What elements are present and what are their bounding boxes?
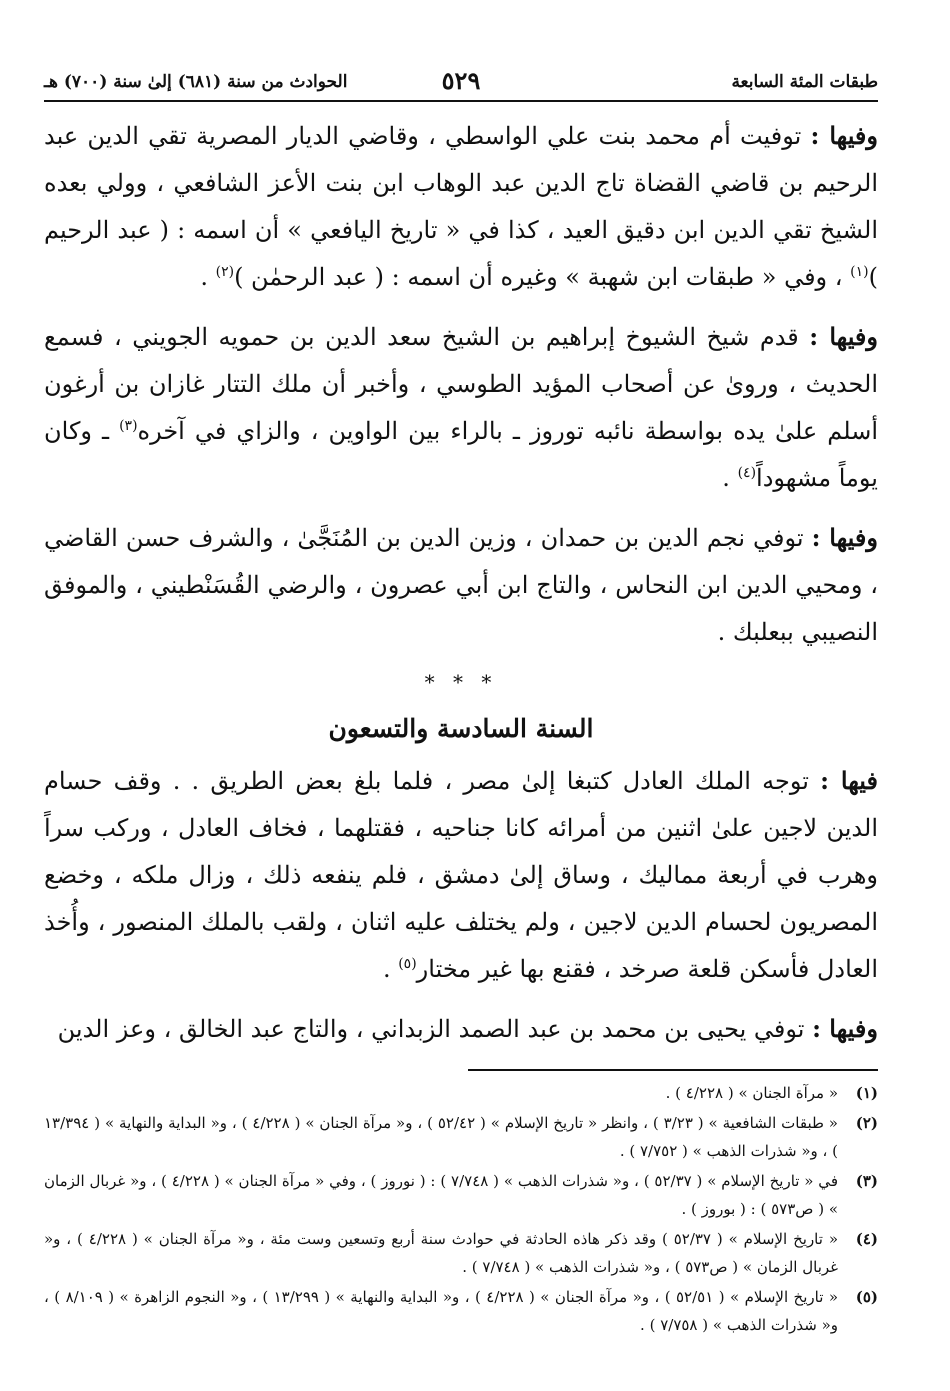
footnote-text: « تاريخ الإسلام » ( ٥٢/٥١ ) ، و« مرآة الجنان » ( ٤/٢٢٨ ) ، و« البداية والنهاية » ( ١٣/٢٩٩ ) ، و« النجوم الزاهرة » ( ٨/١٠٩ ) ، و« شذرات الذهب » ( ٧/٧٥٨ ) . — [44, 1288, 839, 1334]
footnote — [44, 1225, 878, 1281]
footnote-number: (٥) — [855, 1288, 878, 1306]
paragraph-text: ـ وكان يوماً مشهوداً — [44, 417, 878, 492]
paragraph-text: توفي يحيى بن محمد بن عبد الصمد الزبداني ، والتاج عبد الخالق ، وعز الدين — [57, 1015, 813, 1043]
paragraph — [44, 112, 878, 301]
footnote-reference: (٤) — [737, 465, 757, 481]
page-number: ٥٢٩ — [441, 66, 481, 95]
paragraph-text: توفيت أم محمد بنت علي الواسطي ، وقاضي الديار المصرية تقي الدين عبد الرحيم بن قاضي القضاة تاج الدين عبد الوهاب ابن بنت الأعز الشافعي ، وولي بعده الشيخ تقي الدين ابن دقيق العيد ، كذا في « تاريخ اليافعي » أن اسمه : ( عبد الرحيم ) — [44, 122, 878, 291]
book-page — [44, 60, 878, 1341]
paragraph-group-2 — [44, 757, 878, 1053]
footnotes — [44, 1079, 878, 1339]
paragraph-text: ، وفي « طبقات ابن شهبة » وغيره أن اسمه : ( عبد الرحمٰن ) — [234, 263, 851, 291]
paragraph-text: . — [382, 955, 399, 983]
paragraph-lead: وفيها : — [809, 322, 878, 351]
running-head — [44, 60, 878, 102]
section-title: السنة السادسة والتسعون — [328, 714, 594, 743]
paragraph-text: توجه الملك العادل كتبغا إلىٰ مصر ، فلما بلغ بعض الطريق . . وقف حسام الدين لاجين علىٰ اثنين من أمرائه كانا جناحيه ، فقتلهما ، فخاف العادل ، وركب سراً وهرب في أربعة مماليك ، وساق إلىٰ دمشق ، فلم ينفعه ذلك ، وزال ملكه ، وخضع المصريون لحسام الدين لاجين ، ولم يختلف عليه اثنان ، ولقب بالملك المنصور ، وأُخذ العادل فأسكن قلعة صرخد ، فقنع بها غير مختار — [44, 767, 878, 983]
footnote — [44, 1283, 878, 1339]
footnote-reference: (٢) — [215, 264, 235, 280]
paragraph-lead: وفيها : — [810, 121, 878, 150]
footnote-number: (٣) — [855, 1172, 878, 1190]
paragraph-text: قدم شيخ الشيوخ إبراهيم بن الشيخ سعد الدين بن حمويه الجويني ، فسمع الحديث ، وروىٰ عن أصحاب المؤيد الطوسي ، وأخبر أن ملك التتار غازان بن أرغون أسلم علىٰ يده بواسطة نائبه توروز ـ بالراء بين الواوين ، والزاي في آخره — [44, 323, 878, 445]
paragraph-lead: وفيها : — [811, 523, 878, 552]
main-text — [44, 112, 878, 1053]
footnote-number: (٢) — [855, 1114, 878, 1132]
footnote-number: (١) — [855, 1084, 878, 1102]
paragraph — [44, 514, 878, 656]
footnote-text: في « تاريخ الإسلام » ( ٥٢/٣٧ ) ، و« شذرات الذهب » ( ٧/٧٤٨ ) : ( نوروز ) ، وفي « مرآة الجنان » ( ٤/٢٢٨ ) ، و« غربال الزمان » ( ص٥٧٣ ) : ( بوروز ) . — [44, 1172, 838, 1218]
footnote — [44, 1167, 878, 1223]
paragraph-text: توفي نجم الدين بن حمدان ، وزين الدين بن المُنَجَّىٰ ، والشرف حسن القاضي ، ومحيي الدين ابن النحاس ، والتاج ابن أبي عصرون ، والرضي القُسَنْطيني ، والموفق النصيبي ببعلبك . — [44, 524, 878, 646]
footnote-number: (٤) — [855, 1230, 878, 1248]
footnote-divider — [468, 1069, 878, 1071]
paragraph — [44, 757, 878, 993]
paragraph-text: . — [722, 464, 738, 492]
chapter-header: الحوادث من سنة (٦٨١) إلىٰ سنة (٧٠٠) هـ — [44, 72, 348, 92]
paragraph-lead: وفيها : — [812, 1014, 878, 1043]
section-separator: * * * — [424, 670, 498, 694]
paragraph-group-1 — [44, 112, 878, 656]
footnote-reference: (٥) — [398, 956, 417, 972]
paragraph — [44, 313, 878, 502]
paragraph — [44, 1005, 878, 1053]
footnote — [44, 1079, 878, 1107]
paragraph-lead: فيها : — [820, 766, 879, 795]
footnote-reference: (١) — [850, 264, 869, 280]
footnote-reference: (٣) — [119, 418, 138, 434]
paragraph-text: . — [200, 263, 216, 291]
book-title-header: طبقات المئة السابعة — [731, 72, 878, 92]
footnote — [44, 1109, 878, 1165]
footnote-text: « طبقات الشافعية » ( ٣/٢٣ ) ، وانظر « تاريخ الإسلام » ( ٥٢/٤٢ ) ، و« مرآة الجنان » ( ٤/٢٢٨ ) ، و« البداية والنهاية » ( ١٣/٣٩٤ ) ، و« شذرات الذهب » ( ٧/٧٥٢ ) . — [44, 1114, 838, 1160]
footnote-text: « مرآة الجنان » ( ٤/٢٢٨ ) . — [665, 1084, 838, 1102]
footnote-text: « تاريخ الإسلام » ( ٥٢/٣٧ ) وقد ذكر هاذه الحادثة في حوادث سنة أربع وتسعين وست مئة ، و« مرآة الجنان » ( ٤/٢٢٨ ) ، و« غربال الزمان » ( ص٥٧٣ ) ، و« شذرات الذهب » ( ٧/٧٤٨ ) . — [44, 1230, 838, 1276]
